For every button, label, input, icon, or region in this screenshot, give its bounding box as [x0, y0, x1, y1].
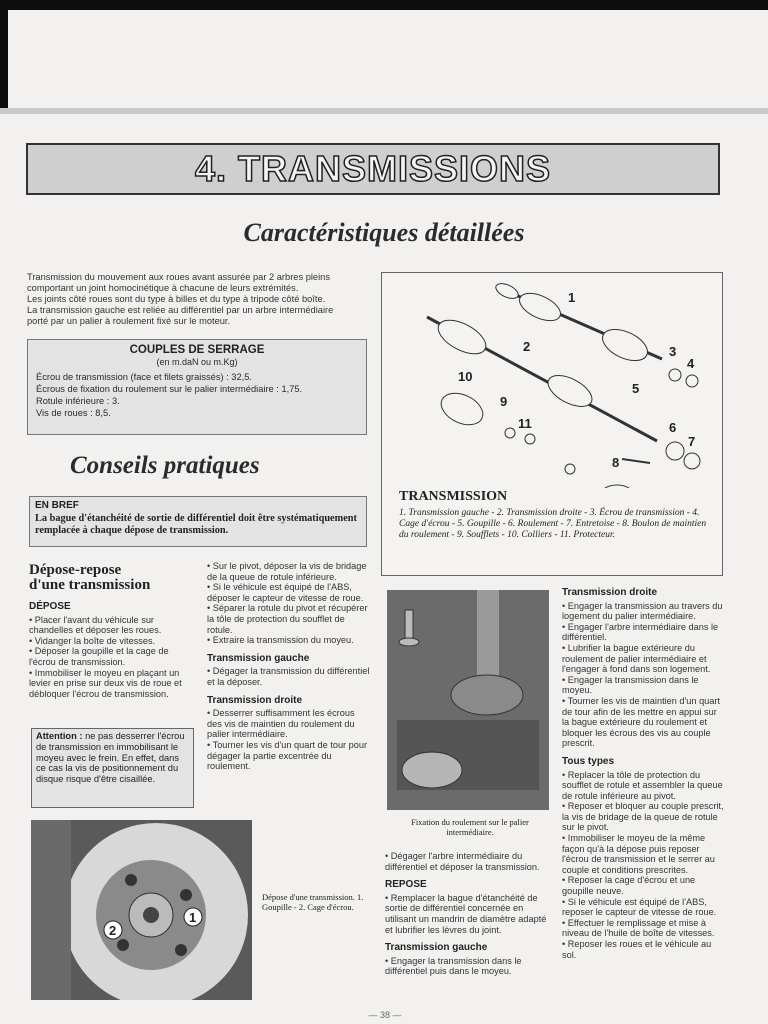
list-item: • Lubrifier la bague extérieure du roulement de palier intermédiaire et l'engager à fond dans son logement.: [562, 642, 711, 675]
chapter-title: 4. TRANSMISSIONS: [194, 148, 552, 189]
page-number: — 38 —: [368, 1010, 402, 1020]
couples-title: COUPLES DE SERRAGE: [129, 344, 265, 356]
spare-boot: [436, 387, 488, 431]
list-item: • Immobiliser le moyeu de la même façon qu'à la dépose puis reposer l'écrou de transmission et le serrer au couple et conditions prescrites.: [562, 833, 715, 875]
en-bref-box: [29, 496, 367, 547]
couples-de-serrage-box: [27, 339, 367, 435]
list-item: • Déposer la goupille et la cage de l'écrou de transmission.: [29, 646, 169, 667]
protector: [525, 434, 535, 444]
attention-label: Attention :: [36, 731, 83, 741]
column-1: [29, 602, 192, 699]
subheading-droite-repose: Transmission droite: [562, 587, 658, 598]
spare-boot-2: [599, 485, 635, 488]
list-item: • Extraire la transmission du moyeu.: [207, 635, 354, 646]
subheading-droite: Transmission droite: [207, 694, 303, 706]
intro-text: [27, 272, 367, 327]
list-item: • Dégager la transmission du différentiel et la déposer.: [207, 666, 370, 687]
subheading-gauche: Transmission gauche: [207, 652, 310, 664]
figure-legend: 1. Transmission gauche - 2. Transmission droite - 3. Écrou de transmission - 4. Cage d'écrou - 5. Goupille - 6. Roulement - 7. Entretoise - 8. Boulon de maintien du roulement - 9. Soufflets - 10. Colliers - 11. Protecteur.: [399, 508, 707, 540]
couple-line: Écrous de fixation du roulement sur le palier intermédiaire : 1,75.: [36, 384, 303, 394]
exploded-view-drawing: [382, 273, 724, 488]
subheading-gauche-repose: Transmission gauche: [385, 942, 488, 954]
heading-depose-line2: d'une transmission: [29, 577, 151, 593]
boot-1b: [598, 323, 652, 367]
nut: [669, 369, 681, 381]
scan-fold-line: [0, 108, 768, 114]
label-8: 8: [612, 455, 620, 470]
photo-hub-depose: [31, 820, 252, 1000]
label-5: 5: [632, 381, 640, 396]
list-item: • Sur le pivot, déposer la vis de bridage de la queue de rotule inférieure.: [207, 561, 367, 582]
list-item: • Reposer la cage d'écrou et une goupille neuve.: [562, 875, 696, 897]
list-item: • Tourner les vis d'un quart de tour pour dégager la partie excentrée du roulement.: [207, 739, 368, 772]
joint-1a: [494, 280, 521, 301]
list-item: • Placer l'avant du véhicule sur chandelles et déposer les roues.: [29, 614, 162, 636]
heading-caracteristiques: Caractéristiques détaillées: [243, 218, 525, 247]
photo1-caption: Dépose d'une transmission. 1. Goupille - 2. Cage d'écrou.: [262, 892, 364, 912]
list-item: • Vidanger la boîte de vitesses.: [29, 635, 156, 646]
boot-1a: [515, 288, 564, 327]
photo2-caption: Fixation du roulement sur le palier intermédiaire.: [411, 817, 529, 837]
couple-line: Rotule inférieure : 3.: [36, 396, 120, 406]
column-3: [385, 851, 549, 977]
list-item: • Remplacer la bague d'étanchéité de sortie de différentiel concernée en utilisant un mandrin de diamètre adapté et lubrifier les lèvres du joint.: [385, 892, 547, 935]
couples-subtitle: (en m.daN ou m.Kg): [156, 357, 238, 367]
list-item: • Si le véhicule est équipé de l'ABS, déposer le capteur de vitesse de roue.: [207, 582, 364, 603]
intro-line: La transmission gauche est reliée au différentiel par un arbre intermédiaire: [27, 305, 334, 315]
couple-line: Écrou de transmission (face et filets graissés) : 32,5.: [36, 372, 252, 382]
bearing: [666, 442, 684, 460]
attention-box: [31, 728, 194, 808]
photo-bearing-fixation: [387, 590, 549, 810]
bearing-photo-drawing: [387, 590, 549, 810]
figure-title: TRANSMISSION: [399, 489, 508, 504]
list-item: • Engager la transmission dans le différentiel puis dans le moyeu.: [385, 955, 522, 977]
list-item: • Engager l'arbre intermédiaire dans le différentiel.: [562, 621, 719, 643]
list-item: • Reposer les roues et le véhicule au sol.: [562, 939, 712, 960]
boot-2a: [433, 313, 491, 360]
photo-label-1: 1: [189, 910, 197, 925]
photo-label-2: 2: [109, 923, 117, 938]
bolt: [622, 459, 650, 463]
label-2: 2: [523, 339, 531, 354]
label-7: 7: [688, 434, 696, 449]
list-item: • Si le véhicule est équipé de l'ABS, reposer le capteur de vitesse de roue.: [562, 896, 717, 918]
intro-line: comportant un joint homocinétique à chacune de leurs extrémités.: [27, 283, 299, 293]
column-4: [562, 588, 726, 960]
scan-border-left: [0, 0, 8, 110]
label-3: 3: [669, 344, 677, 359]
label-10: 10: [458, 369, 473, 384]
label-6: 6: [669, 420, 677, 435]
bref-title: EN BREF: [35, 500, 79, 511]
intro-line: porté par un palier à roulement fixé sur le moteur.: [27, 316, 231, 326]
list-item: • Desserrer suffisamment les écrous des vis de maintien du roulement du palier intermédiaire.: [207, 708, 355, 740]
list-item: • Reposer et bloquer au couple prescrit, la vis de bridage de la queue de rotule sur le pivot.: [562, 801, 724, 833]
intro-line: Les joints côté roues sont du type à billes et du type à tripode côté boîte.: [27, 294, 326, 304]
hub-photo-drawing: [31, 820, 252, 1000]
list-item: • Tourner les vis de maintien d'un quart de tour afin de les mettre en appui sur la bague extérieure du roulement et bloquer les écrous des vis au couple prescrit.: [562, 695, 721, 749]
label-11: 11: [518, 416, 532, 431]
boot-2b: [543, 369, 597, 413]
collar-2: [565, 464, 575, 474]
nut-cage: [686, 375, 698, 387]
label-1: 1: [568, 290, 576, 305]
subheading-depose: DÉPOSE: [29, 601, 71, 612]
bref-text: La bague d'étanchéité de sortie de différentiel doit être systématiquement remplacée à chaque dépose de transmission.: [35, 513, 357, 536]
list-item: • Immobiliser le moyeu en plaçant un levier en prise sur deux vis de roue et débloquer l'écrou de transmission.: [29, 667, 182, 699]
couple-line: Vis de roues : 8,5.: [36, 408, 111, 418]
label-9: 9: [500, 394, 508, 409]
heading-depose-repose: [29, 563, 199, 593]
intro-line: Transmission du mouvement aux roues avant assurée par 2 arbres pleins: [27, 272, 330, 282]
attention-text: ne pas desserrer l'écrou de transmission en immobilisant le moyeu avec le frein. En effet, dans ce cas la vis de positionnement du disque risque d'être cisaillée.: [36, 731, 185, 785]
scan-border-top: [0, 0, 768, 10]
spacer: [684, 453, 700, 469]
heading-depose-line1: Dépose-repose: [29, 562, 122, 578]
list-item: • Engager la transmission au travers du logement du palier intermédiaire.: [562, 600, 723, 622]
column-2: [207, 561, 370, 772]
list-item: • Effectuer le remplissage et mise à niveau de l'huile de boîte de vitesses.: [562, 917, 715, 939]
list-item: • Séparer la rotule du pivot et récupérer la tôle de protection du soufflet de rotule.: [207, 603, 368, 635]
subheading-repose: REPOSE: [385, 879, 427, 891]
list-item: • Engager la transmission dans le moyeu.: [562, 674, 699, 696]
collar: [505, 428, 515, 438]
list-item: • Dégager l'arbre intermédiaire du différentiel et déposer la transmission.: [385, 851, 540, 872]
subheading-tous-types: Tous types: [562, 755, 615, 767]
chapter-banner: [26, 143, 720, 195]
label-4: 4: [687, 356, 695, 371]
heading-conseils: Conseils pratiques: [70, 452, 260, 479]
list-item: • Replacer la tôle de protection du soufflet de rotule et assembler la queue de rotule inférieure au pivot.: [562, 769, 723, 801]
